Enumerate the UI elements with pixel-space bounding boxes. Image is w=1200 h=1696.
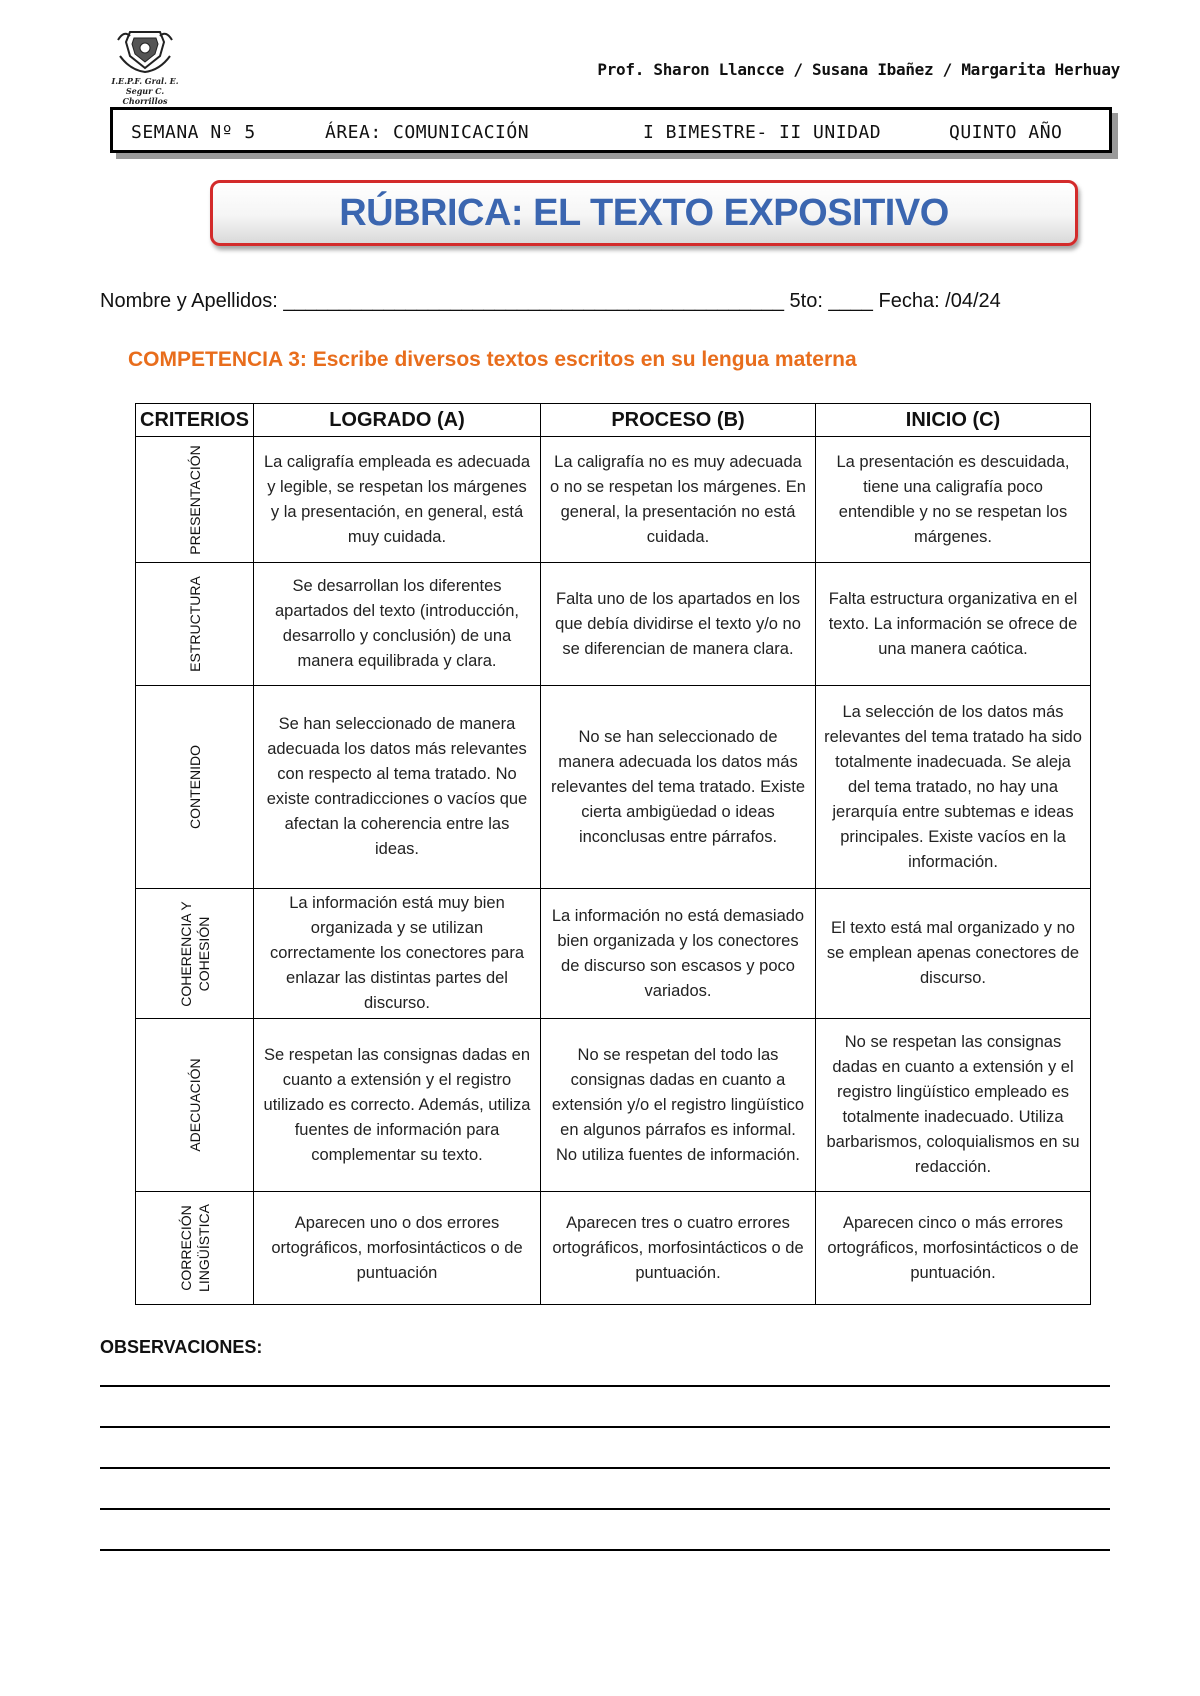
logrado-cell: Se desarrollan los diferentes apartados del texto (introducción, desarrollo y conclusión) de una manera equilibrada y clara.: [254, 563, 541, 686]
criterio-cell: [136, 889, 254, 1019]
logrado-cell: La caligrafía empleada es adecuada y legible, se respetan los márgenes y la presentación, en general, está muy cuidada.: [254, 437, 541, 563]
criterio-cell: [136, 437, 254, 563]
school-crest-icon: [100, 26, 190, 76]
criterio-cell: [136, 686, 254, 889]
proceso-cell: La información no está demasiado bien organizada y los conectores de discurso son escasos y poco variados.: [541, 889, 816, 1019]
observation-line: [100, 1549, 1110, 1551]
inicio-cell: Falta estructura organizativa en el texto. La información se ofrece de una manera caótica.: [816, 563, 1091, 686]
criterio-cell: [136, 1019, 254, 1192]
page-title: RÚBRICA: EL TEXTO EXPOSITIVO: [339, 192, 949, 234]
school-logo: [100, 26, 190, 106]
observation-line: [100, 1385, 1110, 1387]
semana-label: SEMANA Nº 5: [131, 122, 256, 143]
observation-line: [100, 1426, 1110, 1428]
inicio-cell: Aparecen cinco o más errores ortográficos, morfosintácticos o de puntuación.: [816, 1192, 1091, 1305]
header-logrado: LOGRADO (A): [254, 404, 541, 437]
logrado-cell: Aparecen uno o dos errores ortográficos, morfosintácticos o de puntuación: [254, 1192, 541, 1305]
logrado-cell: Se respetan las consignas dadas en cuanto a extensión y el registro utilizado es correcto. Además, utiliza fuentes de información para complementar su texto.: [254, 1019, 541, 1192]
area-label: ÁREA: COMUNICACIÓN: [325, 122, 530, 143]
inicio-cell: La selección de los datos más relevantes del tema tratado ha sido totalmente inadecuada. Se aleja del tema tratado, no hay una jerarquía entre subtemas e ideas principales. Existe vacíos en la información.: [816, 686, 1091, 889]
school-logo-caption: I.E.P.F. Gral. E. Segur C. Chorrillos: [111, 76, 179, 106]
proceso-cell: Aparecen tres o cuatro errores ortográficos, morfosintácticos o de puntuación.: [541, 1192, 816, 1305]
title-banner: [210, 180, 1078, 246]
table-row: [136, 686, 1091, 889]
criterio-label: CONTENIDO: [186, 745, 203, 829]
grado-label: QUINTO AÑO: [949, 122, 1063, 143]
proceso-cell: La caligrafía no es muy adecuada o no se respetan los márgenes. En general, la presentación no está cuidada.: [541, 437, 816, 563]
criterio-label: COHERENCIA Y COHESIÓN: [177, 900, 212, 1007]
info-bar: [110, 107, 1112, 153]
criterio-cell: [136, 563, 254, 686]
logrado-cell: Se han seleccionado de manera adecuada los datos más relevantes con respecto al tema tratado. No existe contradicciones o vacíos que afectan la coherencia entre las ideas.: [254, 686, 541, 889]
bimestre-label: I BIMESTRE- II UNIDAD: [643, 122, 882, 143]
table-row: [136, 563, 1091, 686]
proceso-cell: No se han seleccionado de manera adecuada los datos más relevantes del tema tratado. Existe cierta ambigüedad o ideas inconclusas entre párrafos.: [541, 686, 816, 889]
inicio-cell: La presentación es descuidada, tiene una caligrafía poco entendible y no se respetan los márgenes.: [816, 437, 1091, 563]
criterio-label: ADECUACIÓN: [186, 1058, 203, 1152]
table-row: [136, 1192, 1091, 1305]
table-row: [136, 437, 1091, 563]
table-row: [136, 889, 1091, 1019]
student-info-line: Nombre y Apellidos: _____________________________________________ 5to: ____ Fecha: /04/24: [100, 290, 1001, 312]
teachers-names: Prof. Sharon Llancce / Susana Ibañez / Margarita Herhuay: [597, 60, 1120, 79]
competencia-heading: COMPETENCIA 3: Escribe diversos textos escritos en su lengua materna: [128, 348, 857, 371]
header-criterios: CRITERIOS: [136, 404, 254, 437]
header-proceso: PROCESO (B): [541, 404, 816, 437]
rubric-table: [135, 403, 1091, 1305]
header-inicio: INICIO (C): [816, 404, 1091, 437]
logrado-cell: La información está muy bien organizada y se utilizan correctamente los conectores para enlazar las distintas partes del discurso.: [254, 889, 541, 1019]
inicio-cell: No se respetan las consignas dadas en cuanto a extensión y el registro lingüístico empleado es totalmente inadecuado. Utiliza barbarismos, coloquialismos en su redacción.: [816, 1019, 1091, 1192]
inicio-cell: El texto está mal organizado y no se emplean apenas conectores de discurso.: [816, 889, 1091, 1019]
criterio-label: CORRECIÓN LINGÜÍSTICA: [177, 1204, 212, 1292]
table-header-row: [136, 404, 1091, 437]
proceso-cell: No se respetan del todo las consignas dadas en cuanto a extensión y/o el registro lingüístico en algunos párrafos es informal. No utiliza fuentes de información.: [541, 1019, 816, 1192]
criterio-label: ESTRUCTURA: [186, 576, 203, 672]
criterio-label: PRESENTACIÓN: [186, 444, 203, 555]
observaciones-label: OBSERVACIONES:: [100, 1337, 263, 1357]
observation-line: [100, 1467, 1110, 1469]
observation-line: [100, 1508, 1110, 1510]
criterio-cell: [136, 1192, 254, 1305]
table-row: [136, 1019, 1091, 1192]
proceso-cell: Falta uno de los apartados en los que debía dividirse el texto y/o no se diferencian de manera clara.: [541, 563, 816, 686]
